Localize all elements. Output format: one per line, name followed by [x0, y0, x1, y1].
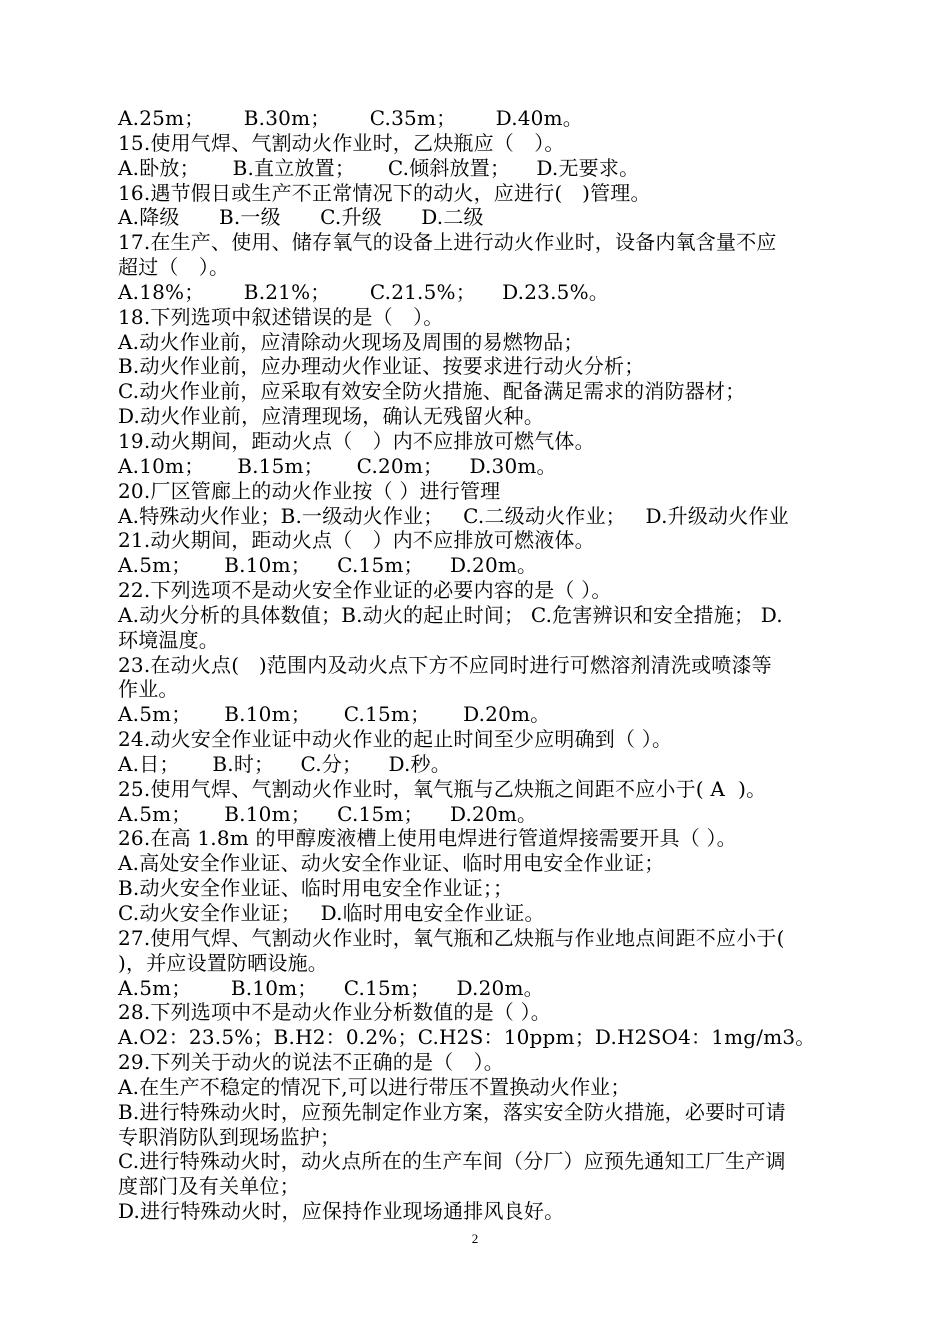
page-number: 2 — [471, 1231, 479, 1246]
text-line: A.5m； B.10m； C.15m； D.20m。 — [118, 553, 538, 578]
text-line: A.在生产不稳定的情况下,可以进行带压不置换动火作业； — [118, 1074, 631, 1099]
text-line: C.动火作业前，应采取有效安全防火措施、配备满足需求的消防器材； — [118, 379, 746, 404]
text-line: 作业。 — [118, 677, 179, 702]
text-line: 28.下列选项中不是动火作业分析数值的是（ ）。 — [118, 1000, 551, 1025]
text-line: )，并应设置防晒设施。 — [118, 950, 329, 975]
text-line: 专职消防队到现场监护； — [118, 1124, 341, 1149]
text-line: A.25m； B.30m； C.35m； D.40m。 — [118, 106, 583, 130]
text-line: A.特殊动火作业；B.一级动火作业； C.二级动火作业； D.升级动火作业 — [118, 503, 789, 528]
text-line: A.10m； B.15m； C.20m； D.30m。 — [118, 453, 557, 478]
text-line: C.进行特殊动火时，动火点所在的生产车间（分厂）应预先通知工厂生产调 — [118, 1149, 786, 1174]
text-line: 16.遇节假日或生产不正常情况下的动火，应进行( )管理。 — [118, 180, 651, 205]
text-line: B.动火作业前，应办理动火作业证、按要求进行动火分析； — [118, 354, 645, 379]
text-line: 环境温度。 — [118, 627, 219, 652]
text-line: 27.使用气焊、气割动火作业时，氧气瓶和乙炔瓶与作业地点间距不应小于( — [118, 925, 785, 950]
text-line: D.动火作业前，应清理现场，确认无残留火种。 — [118, 404, 545, 429]
text-line: 19.动火期间，距动火点（ ）内不应排放可燃气体。 — [118, 428, 595, 453]
text-line: 15.使用气焊、气割动火作业时，乙炔瓶应（ ）。 — [118, 130, 565, 155]
text-line: 23.在动火点( )范围内及动火点下方不应同时进行可燃溶剂清洗或喷漆等 — [118, 652, 772, 677]
text-line: B.动火安全作业证、临时用电安全作业证；； — [118, 876, 514, 901]
document-body — [118, 106, 838, 1224]
text-line: D.进行特殊动火时，应保持作业现场通排风良好。 — [118, 1199, 565, 1224]
text-line: 21.动火期间，距动火点（ ）内不应排放可燃液体。 — [118, 528, 595, 553]
text-line: A.卧放； B.直立放置； C.倾斜放置； D.无要求。 — [118, 155, 640, 180]
text-line: C.动火安全作业证； D.临时用电安全作业证。 — [118, 901, 545, 925]
text-line: 29.下列关于动火的说法不正确的是（ ）。 — [118, 1050, 505, 1075]
text-line: A.18%； B.21%； C.21.5%； D.23.5%。 — [118, 279, 609, 304]
text-line: A.日； B.时； C.分； D.秒。 — [118, 751, 451, 776]
text-line: 超过（ ）。 — [118, 255, 230, 280]
text-line: 24.动火安全作业证中动火作业的起止时间至少应明确到（ ）。 — [118, 727, 673, 752]
text-line: A.降级 B.一级 C.升级 D.二级 — [118, 205, 484, 230]
text-line: 22.下列选项不是动火安全作业证的必要内容的是（ ）。 — [118, 578, 612, 603]
text-line: B.进行特殊动火时，应预先制定作业方案，落实安全防火措施，必要时可请 — [118, 1099, 786, 1124]
text-line: A.5m； B.10m； C.15m； D.20m。 — [118, 702, 551, 727]
text-line: 26.在高 1.8m 的甲醇废液槽上使用电焊进行管道焊接需要开具（ ）。 — [118, 826, 737, 851]
text-line: A.动火作业前，应清除动火现场及周围的易燃物品； — [118, 329, 584, 354]
text-line: A.5m； B.10m； C.15m； D.20m。 — [118, 801, 538, 826]
text-line: 20.厂区管廊上的动火作业按（ ）进行管理 — [118, 478, 501, 503]
text-line: 度部门及有关单位； — [118, 1174, 300, 1199]
text-line: A.动火分析的具体数值；B.动火的起止时间； C.危害辨识和安全措施； D. — [118, 602, 783, 627]
text-line: 18.下列选项中叙述错误的是（ ）。 — [118, 304, 444, 329]
text-line: A.高处安全作业证、动火安全作业证、临时用电安全作业证； — [118, 851, 665, 876]
text-line: A.O2：23.5%；B.H2：0.2%；C.H2S：10ppm；D.H2SO4：1mg/m3。 — [118, 1025, 816, 1050]
text-line: 17.在生产、使用、储存氧气的设备上进行动火作业时，设备内氧含量不应 — [118, 230, 777, 255]
text-line: 25.使用气焊、气割动火作业时，氧气瓶与乙炔瓶之间距不应小于( A )。 — [118, 776, 767, 801]
text-line: A.5m； B.10m； C.15m； D.20m。 — [118, 975, 544, 1000]
